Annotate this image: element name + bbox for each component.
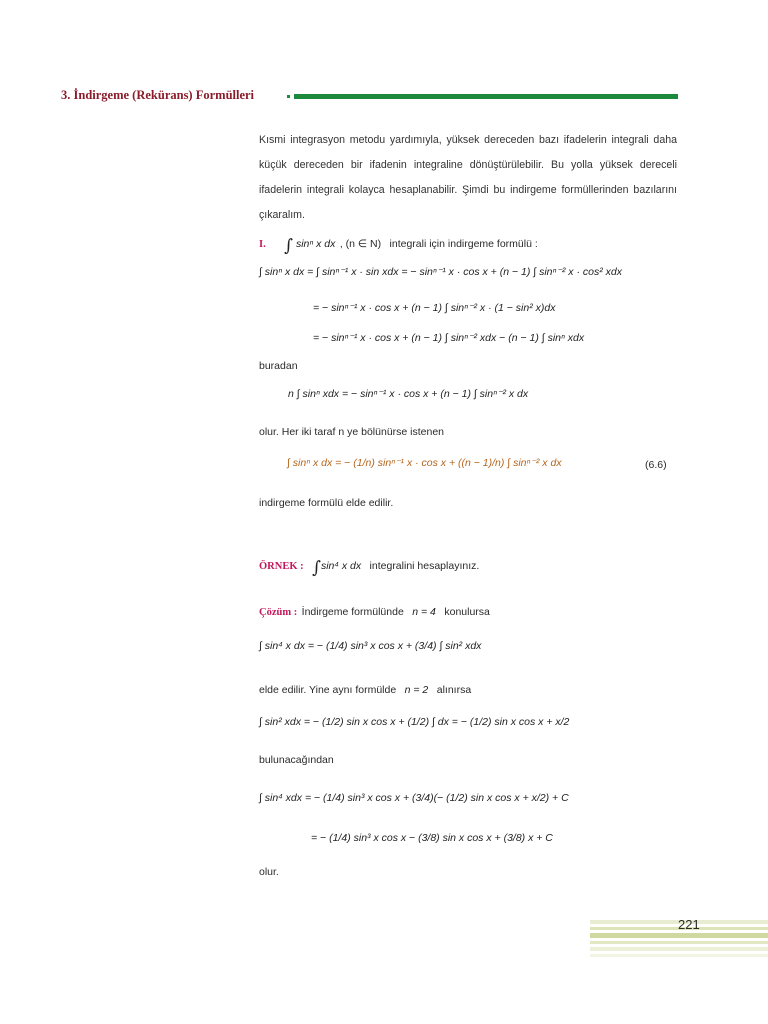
section-title: 3. İndirgeme (Rekürans) Formülleri	[61, 88, 255, 102]
solution-text-after: konulursa	[444, 606, 490, 618]
example-integral: ∫sin⁴ x dx	[312, 558, 362, 578]
solution-eq3: ∫ sin⁴ xdx = − (1/4) sin³ x cos x + (3/4)(− (1/2) sin x cos x + x/2) + C	[259, 792, 569, 804]
solution-condition: n = 4	[412, 606, 436, 618]
example-text: integralini hesaplayınız.	[369, 560, 480, 572]
text-formula-result: indirgeme formülü elde edilir.	[259, 497, 394, 509]
alinirsa-text: alınırsa	[436, 684, 472, 696]
derivation-line-1: ∫ sinⁿ x dx = ∫ sinⁿ⁻¹ x · sin xdx = − sinⁿ⁻¹ x · cos x + (n − 1) ∫ sinⁿ⁻² x · cos² xdx	[259, 266, 622, 278]
part-one-heading	[259, 234, 538, 255]
solution-text: İndirgeme formülünde	[301, 606, 404, 618]
derivation-line-3: = − sinⁿ⁻¹ x · cos x + (n − 1) ∫ sinⁿ⁻² xdx − (n − 1) ∫ sinⁿ xdx	[313, 332, 585, 344]
part-one-condition: , (n ∈ N)	[339, 238, 382, 250]
derivation-line-2: = − sinⁿ⁻¹ x · cos x + (n − 1) ∫ sinⁿ⁻² x · (1 − sin² x)dx	[313, 302, 556, 314]
solution-heading	[259, 602, 490, 620]
solution-label: Çözüm :	[259, 607, 298, 618]
heading-rule	[294, 94, 678, 99]
text-buradan: buradan	[259, 360, 298, 372]
elde-condition: n = 2	[404, 684, 429, 696]
elde-text: elde edilir. Yine aynı formülde	[259, 684, 397, 696]
reduction-formula: ∫ sinⁿ x dx = − (1/n) sinⁿ⁻¹ x · cos x + ((n − 1)/n) ∫ sinⁿ⁻² x dx	[287, 457, 562, 469]
solution-eq1: ∫ sin⁴ x dx = − (1/4) sin³ x cos x + (3/4) ∫ sin² xdx	[259, 640, 482, 652]
example-label: ÖRNEK :	[259, 561, 304, 572]
elde-line	[259, 680, 471, 698]
page-number: 221	[678, 917, 700, 932]
solution-eq2: ∫ sin² xdx = − (1/2) sin x cos x + (1/2) ∫ dx = − (1/2) sin x cos x + x/2	[259, 716, 570, 728]
solution-eq4: = − (1/4) sin³ x cos x − (3/8) sin x cos x + (3/8) x + C	[311, 832, 553, 844]
text-olur-bolunurse: olur. Her iki taraf n ye bölünürse istenen	[259, 426, 445, 438]
part-one-description: integrali için indirgeme formülü :	[389, 238, 538, 250]
part-one-label: I.	[259, 239, 266, 250]
equation-number: (6.6)	[645, 459, 667, 471]
part-one-integral: ∫ sinⁿ x dx	[284, 236, 336, 256]
intro-paragraph: Kısmi integrasyon metodu yardımıyla, yüksek dereceden bazı ifadelerin integrali daha küçük dereceden bir ifadenin integraline dönüştürülebilir. Bu yolla yüksek dereceli ifadelerin integrali kolayca hesaplanabilir. Şimdi bu indirgeme formüllerinden bazılarını çıkaralım.	[259, 134, 677, 221]
text-bulunacagindan: bulunacağından	[259, 754, 334, 766]
n-equation: n ∫ sinⁿ xdx = − sinⁿ⁻¹ x · cos x + (n − 1) ∫ sinⁿ⁻² x dx	[288, 388, 529, 400]
example-heading	[259, 556, 479, 577]
heading-rule-dot	[287, 95, 290, 98]
text-olur-final: olur.	[259, 866, 279, 878]
